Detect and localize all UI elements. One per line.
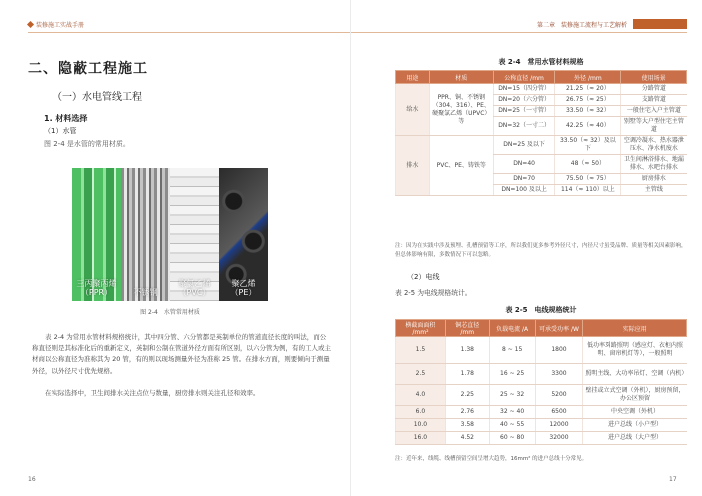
section-heading: 二、隐蔽工程施工 bbox=[28, 61, 148, 77]
table-cell: 114（≈ 110）以上 bbox=[555, 185, 621, 196]
table-row bbox=[396, 337, 687, 364]
diamond-bullet-icon bbox=[27, 21, 34, 28]
photo-label-sub: （PVC） bbox=[178, 288, 211, 297]
table-row bbox=[396, 385, 687, 406]
table-cell: 卫生间淋浴排水、地漏排水、水吧台排水 bbox=[621, 155, 687, 174]
table-cell: 40 ~ 55 bbox=[489, 419, 535, 432]
ppr-pipe-photo bbox=[72, 168, 121, 301]
page-number: 17 bbox=[669, 476, 677, 483]
right-page bbox=[351, 0, 702, 496]
table-note: 注：近年来，线缆、线槽预留空间呈增大趋势，16mm² 的进户总线十分常见。 bbox=[395, 456, 588, 462]
table-cell: 16.0 bbox=[396, 432, 446, 445]
table-cell: 33.50（≈ 32） bbox=[555, 106, 621, 117]
table-cell: 32 ~ 40 bbox=[489, 406, 535, 419]
table-cell: 33.50（≈ 32）及以下 bbox=[555, 136, 621, 155]
table-cell: DN=25（一寸管） bbox=[493, 106, 555, 117]
table-cell: 主管线 bbox=[621, 185, 687, 196]
photo-label: 聚乙烯 bbox=[231, 279, 256, 288]
column-header: 可承受功率 /W bbox=[535, 320, 583, 337]
item-heading: （1）水管 bbox=[44, 127, 77, 135]
header-accent-bar bbox=[633, 19, 687, 29]
water-pipe-table bbox=[395, 70, 687, 196]
intro-text: 表 2-5 为电线规格统计。 bbox=[395, 289, 472, 297]
table-cell: DN=70 bbox=[493, 174, 555, 185]
table-cell: 2.5 bbox=[396, 364, 446, 385]
pvc-pipe-photo bbox=[170, 168, 219, 301]
pipe-materials-photo bbox=[72, 168, 268, 301]
table-cell: 42.25（≈ 40） bbox=[555, 117, 621, 136]
column-header: 材质 bbox=[429, 71, 493, 84]
table-cell: 1.38 bbox=[445, 337, 489, 364]
table-cell: 5200 bbox=[535, 385, 583, 406]
intro-text: 图 2-4 是水管的常用材质。 bbox=[44, 140, 130, 148]
table-cell: DN=40 bbox=[493, 155, 555, 174]
table-cell: 进户总线（大户型） bbox=[583, 432, 687, 445]
table-cell-material: PPR、铜、不锈钢（304、316）、PE、硬聚氯乙烯（UPVC）等 bbox=[429, 84, 493, 136]
table-cell: 6.0 bbox=[396, 406, 446, 419]
table-cell: 厨房排水 bbox=[621, 174, 687, 185]
table-cell-use: 给水 bbox=[396, 84, 430, 136]
book-title: 装修施工实战手册 bbox=[36, 22, 85, 29]
photo-label-sub: （PE） bbox=[230, 288, 257, 297]
topic-heading: 1. 材料选择 bbox=[44, 114, 88, 123]
table-cell: 照明主线、大功率吊灯、空调（内机） bbox=[583, 364, 687, 385]
table-cell: 空调冷凝水、热水器泄压水、净水机废水 bbox=[621, 136, 687, 155]
table-cell: 10.0 bbox=[396, 419, 446, 432]
table-cell: 26.75（≈ 25） bbox=[555, 95, 621, 106]
table-cell: 1800 bbox=[535, 337, 583, 364]
photo-label-sub: （PPR） bbox=[80, 288, 113, 297]
table-cell: 1.5 bbox=[396, 337, 446, 364]
table-row bbox=[396, 419, 687, 432]
table-cell: 60 ~ 80 bbox=[489, 432, 535, 445]
table-cell: 6500 bbox=[535, 406, 583, 419]
table-cell: 别墅等大户型住宅主管道 bbox=[621, 117, 687, 136]
table-cell: 16 ~ 25 bbox=[489, 364, 535, 385]
table-cell: 8 ~ 15 bbox=[489, 337, 535, 364]
table-cell: 1.78 bbox=[445, 364, 489, 385]
running-header-right bbox=[351, 18, 687, 30]
table-row bbox=[396, 84, 687, 95]
table-header-row bbox=[396, 71, 687, 84]
table-cell: 75.50（≈ 75） bbox=[555, 174, 621, 185]
table-cell: 25 ~ 32 bbox=[489, 385, 535, 406]
table-cell: DN=25 及以下 bbox=[493, 136, 555, 155]
subsection-heading: （一）水电管线工程 bbox=[52, 92, 142, 103]
table-cell: 48（≈ 50） bbox=[555, 155, 621, 174]
photo-label: 不锈钢 bbox=[133, 288, 158, 297]
table-caption: 表 2-5 电线规格统计 bbox=[505, 306, 577, 314]
table-cell: 4.0 bbox=[396, 385, 446, 406]
pe-pipe-photo bbox=[219, 168, 268, 301]
table-cell-material: PVC、PE、铸铁等 bbox=[429, 136, 493, 196]
photo-label: 三丙聚丙烯 bbox=[76, 279, 117, 288]
chapter-title: 第二章 装修施工流程与工艺解析 bbox=[536, 21, 627, 29]
table-cell: 21.25（≈ 20） bbox=[555, 84, 621, 95]
header-rule-right bbox=[351, 32, 687, 33]
table-cell: 壁挂或立式空调（外机），厨房预留，办公区预留 bbox=[583, 385, 687, 406]
column-header: 使用场景 bbox=[621, 71, 687, 84]
column-header: 横截面面积 /mm² bbox=[396, 320, 446, 337]
table-cell: 2.76 bbox=[445, 406, 489, 419]
column-header: 公称直径 /mm bbox=[493, 71, 555, 84]
table-row bbox=[396, 364, 687, 385]
table-cell: 中央空调（外机） bbox=[583, 406, 687, 419]
table-row bbox=[396, 432, 687, 445]
table-cell: 分路管道 bbox=[621, 84, 687, 95]
wire-spec-table bbox=[395, 319, 687, 445]
column-header: 用途 bbox=[396, 71, 430, 84]
figure-caption: 图 2-4 水管常用材质 bbox=[140, 309, 200, 316]
table-cell: DN=15（四分管） bbox=[493, 84, 555, 95]
stainless-pipe-photo bbox=[121, 168, 170, 301]
running-header-left bbox=[28, 20, 84, 29]
page-number: 16 bbox=[28, 476, 36, 483]
column-header: 负载电流 /A bbox=[489, 320, 535, 337]
item-heading: （2）电线 bbox=[407, 273, 440, 281]
table-cell: 一般住宅入户主管道 bbox=[621, 106, 687, 117]
body-paragraph: 表 2-4 为常用水管材料规格统计，其中四分管、六分管都是英制单位的管道直径长度的叫法，而公称直径则是其标准化后的重新定义，英制和公制在管道外径方面有所区别，以六分管为例，有的工人或主材商以公称直径为准称其为 20 管，有的则以现场测量外径为准称 25 管。在排水方面，则要倾向于测量外径，以外径尺寸优先规格。 bbox=[32, 333, 331, 375]
column-header: 外径 /mm bbox=[555, 71, 621, 84]
table-cell: DN=100 及以上 bbox=[493, 185, 555, 196]
table-caption: 表 2-4 常用水管材料规格 bbox=[498, 58, 584, 66]
table-cell: 3.58 bbox=[445, 419, 489, 432]
table-note: 注：因为在实践中涉及预埋、孔槽预留等工序，所以我们更多参考外径尺寸，内径尺寸虽受品牌、质量等相关因素影响，但总体影响有限，多数情况下可以忽略。 bbox=[395, 243, 687, 258]
table-cell-use: 排水 bbox=[396, 136, 430, 196]
table-row bbox=[396, 406, 687, 419]
table-cell: 32000 bbox=[535, 432, 583, 445]
table-row bbox=[396, 136, 687, 155]
table-cell: 3300 bbox=[535, 364, 583, 385]
table-cell: 进户总线（小户型） bbox=[583, 419, 687, 432]
table-cell: DN=32（一寸二） bbox=[493, 117, 555, 136]
table-cell: 支路管道 bbox=[621, 95, 687, 106]
body-paragraph: 在实际选择中，卫生间排水关注点位与数量，厨房排水则关注孔径和效率。 bbox=[45, 389, 260, 397]
table-cell: 4.52 bbox=[445, 432, 489, 445]
photo-label: 聚氯乙烯 bbox=[178, 279, 211, 288]
table-cell: DN=20（六分管） bbox=[493, 95, 555, 106]
column-header: 铜芯直径 /mm bbox=[445, 320, 489, 337]
table-cell: 低功率회路照明（感应灯、衣柜内照明、窗帘机灯等），一般照明 bbox=[583, 337, 687, 364]
column-header: 实际应用 bbox=[583, 320, 687, 337]
table-cell: 2.25 bbox=[445, 385, 489, 406]
header-rule-left bbox=[28, 32, 350, 33]
table-cell: 12000 bbox=[535, 419, 583, 432]
table-header-row bbox=[396, 320, 687, 337]
